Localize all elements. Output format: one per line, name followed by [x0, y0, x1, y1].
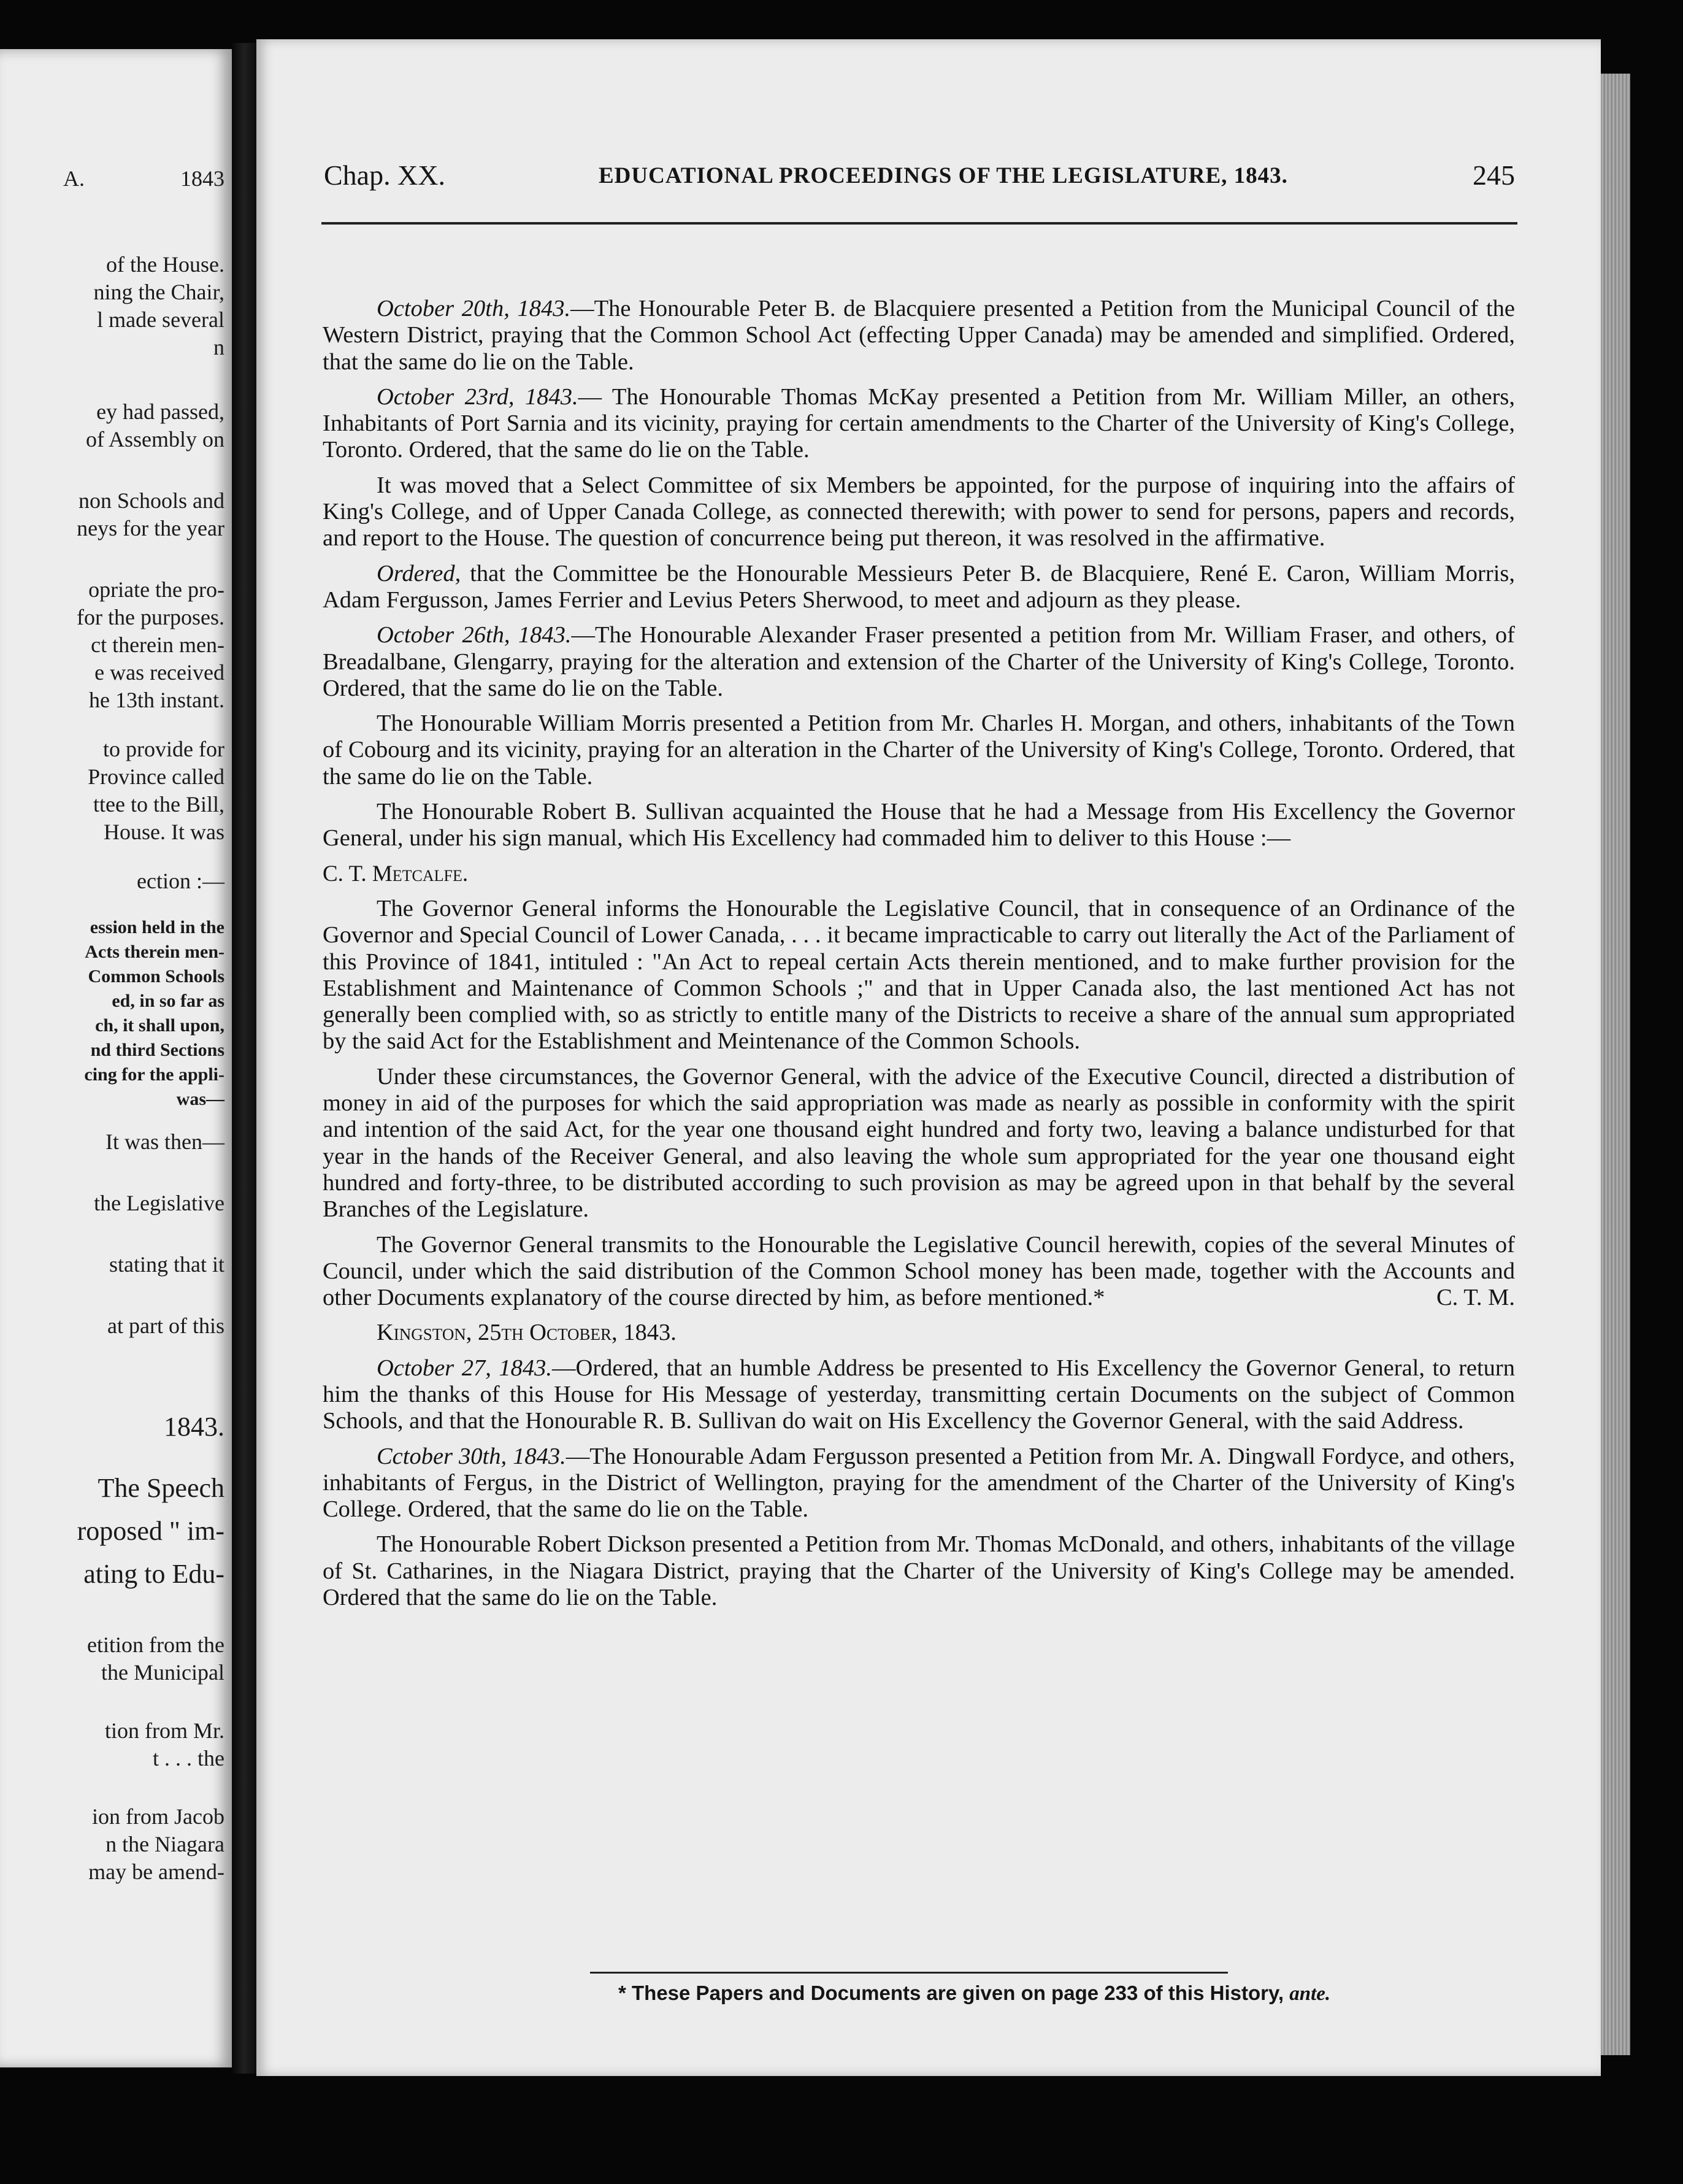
left-page-line: etition from the — [87, 1632, 224, 1657]
left-page-line: e was received — [94, 660, 224, 685]
left-page-line: ed, in so far as — [112, 991, 224, 1011]
paragraph-oct-27: October 27, 1843.—Ordered, that an humble Address be presented to His Excellency the Governor General, to return him the thanks of this House for His Message of yesterday, transmitting certain Documents on the subject of Common Schools, and that the Honourable R. B. Sullivan do wait on His Excellency the Governor General, with the said Address. — [323, 1355, 1515, 1434]
entry-date: October 23rd, 1843. — [377, 383, 578, 410]
left-page-line: ection :— — [137, 869, 224, 893]
paragraph-morris-petition: The Honourable William Morris presented a Petition from Mr. Charles H. Morgan, and others, inhabitants of the Town of Cobourg and its vicinity, praying for an alteration in the Charter of the University of King's College, Toronto. Ordered, that the same do lie on the Table. — [323, 710, 1515, 790]
left-page-line: at part of this — [107, 1313, 224, 1338]
left-page-line: neys for the year — [77, 516, 224, 540]
place-date-line: Kingston, 25th October, 1843. — [377, 1320, 677, 1346]
left-page-line: Acts therein men- — [85, 942, 224, 962]
paragraph-oct-20: October 20th, 1843.—The Honourable Peter B. de Blacquiere presented a Petition from the Municipal Council of the Western District, praying that the Common School Act (effecting Upper Canada) may be amended and simplified. Ordered, that the same do lie on the Table. — [323, 296, 1515, 375]
left-page-line: stating that it — [109, 1252, 224, 1277]
left-page-line: tion from Mr. — [105, 1718, 224, 1743]
left-page-line: of the House. — [106, 252, 224, 277]
left-page-line: It was then— — [105, 1129, 224, 1154]
footnote: * These Papers and Documents are given on page 233 of this History, ante. — [618, 1982, 1331, 2005]
entry-date: October 20th, 1843. — [377, 296, 571, 321]
left-page-line: nd third Sections — [90, 1040, 224, 1060]
initials: C. T. M. — [1436, 1285, 1515, 1311]
page-number: 245 — [1473, 160, 1515, 191]
left-page-line: ct therein men- — [91, 633, 224, 657]
entry-date: October 26th, 1843. — [377, 622, 572, 648]
left-page-line: n the Niagara — [105, 1832, 224, 1856]
running-title: EDUCATIONAL PROCEEDINGS OF THE LEGISLATURE, 1843. — [599, 163, 1288, 188]
left-page-line: non Schools and — [79, 488, 224, 513]
left-page-line: House. It was — [104, 820, 224, 844]
left-page-line: ion from Jacob — [92, 1804, 224, 1829]
paragraph-sullivan-message: The Honourable Robert B. Sullivan acquainted the House that he had a Message from His Excellency the Governor General, under his sign manual, which His Excellency had commaded him to deliver to this House :— — [323, 799, 1515, 852]
left-page-line: ch, it shall upon, — [95, 1015, 224, 1036]
left-page-line: may be amend- — [88, 1859, 224, 1884]
paragraph-circumstances: Under these circumstances, the Governor General, with the advice of the Executive Council, directed a distribution of money in aid of the purposes for which the said appropriation was made as nearly as possible in conformity with the spirit and intention of the said Act, for the year one thousand eight hundred and forty two, leaving a balance undisturbed for that year in the hands of the Receiver General, and also leaving the whole sum appropriated for the year one thousand eight hundred and forty-three, to be distributed according to such provision as may be agreed upon in that behalf by the several Branches of the Legislature. — [323, 1063, 1515, 1223]
paragraph-governor-informs: The Governor General informs the Honourable the Legislative Council, that in consequence of an Ordinance of the Governor and Special Council of Lower Canada, . . . it became impracticable to carry out literally the Act of the Parliament of this Province of 1841, intituled : "An Act to repeal certain Acts therein mentioned, and to make further provision for the Establishment and Maintenance of Common Schools ;" and that in Upper Canada also, the last mentioned Act has not generally been complied with, so as strictly to entitle many of the Districts to receive a share of the annual sum appropriated by the said Act for the Establishment and Meintenance of the Common Schools. — [323, 895, 1515, 1055]
header-rule — [321, 222, 1517, 225]
paragraph-select-committee: It was moved that a Select Committee of six Members be appointed, for the purpose of inquiring into the affairs of King's College, and of Upper Canada College, as connected therewith; with power to send for persons, papers and records, and report to the House. The question of concurrence being put thereon, it was resolved in the affirmative. — [323, 472, 1515, 552]
left-page-line: Common Schools — [88, 966, 224, 986]
left-page-line: for the purposes. — [77, 605, 224, 629]
left-page-line: the Municipal — [101, 1660, 224, 1685]
paragraph-oct-23: October 23rd, 1843.— The Honourable Thomas McKay presented a Petition from Mr. William Miller, an others, Inhabitants of Port Sarnia and its vicinity, praying for certain amendments to the Charter of the University of King's College, Toronto. Ordered, that the same do lie on the Table. — [323, 383, 1516, 463]
left-page-line: Province called — [88, 764, 224, 789]
left-page-line: ession held in the — [90, 917, 224, 937]
left-page-line: 1843 — [180, 166, 224, 191]
paragraph-ordered-committee: Ordered, that the Committee be the Honourable Messieurs Peter B. de Blacquiere, René E. Caron, William Morris, Adam Fergusson, James Ferrier and Levius Peters Sherwood, to meet and adjourn as they please. — [323, 560, 1515, 613]
left-page-line: roposed " im- — [77, 1516, 224, 1546]
left-facing-page — [0, 49, 232, 2067]
left-page-line: opriate the pro- — [88, 577, 224, 602]
paragraph-transmits: The Governor General transmits to the Honourable the Legislative Council herewith, copies of the several Minutes of Council, under which the said distribution of the Common School money has been made, together with the Accounts and other Documents explanatory of the course directed by him, as before mentioned.* C. T. M. — [323, 1231, 1515, 1311]
entry-date: Cctober 30th, 1843. — [377, 1443, 566, 1469]
left-page-line: he 13th instant. — [89, 688, 224, 712]
left-page-line: cing for the appli- — [84, 1064, 224, 1085]
book-page-edges — [1601, 74, 1630, 2055]
right-page — [256, 39, 1601, 2076]
left-page-line: 1843. — [164, 1412, 224, 1442]
chapter-label: Chap. XX. — [324, 160, 446, 191]
paragraph-oct-26: October 26th, 1843.—The Honourable Alexander Fraser presented a petition from Mr. William Fraser, and others, of Breadalbane, Glengarry, praying for the alteration and extension of the Charter of the University of King's College, Toronto. Ordered, that the same do lie on the Table. — [323, 622, 1515, 701]
left-page-line: n — [213, 335, 224, 360]
entry-date: October 27, 1843. — [377, 1355, 553, 1381]
left-page-line: was— — [176, 1089, 224, 1109]
left-page-line: t . . . the — [153, 1746, 224, 1771]
footnote-rule — [590, 1972, 1228, 1974]
left-page-line: of Assembly on — [85, 427, 224, 452]
left-page-line: ning the Chair, — [93, 280, 224, 304]
left-page-line: l made several — [97, 307, 224, 332]
left-page-line: A. — [63, 166, 85, 191]
message-signature: C. T. Metcalfe. — [323, 861, 469, 886]
left-page-line: ey had passed, — [96, 399, 224, 424]
paragraph-dickson-petition: The Honourable Robert Dickson presented a Petition from Mr. Thomas McDonald, and others, inhabitants of the village of St. Catharines, in the Niagara District, praying that the Charter of the University of King's College may be amended. Ordered that the same do lie on the Table. — [323, 1531, 1515, 1611]
left-page-line: ttee to the Bill, — [93, 792, 224, 817]
book-gutter — [232, 43, 256, 2074]
left-page-line: to provide for — [103, 737, 224, 761]
running-header — [324, 159, 1515, 196]
left-page-line: ating to Edu- — [83, 1559, 224, 1589]
paragraph-oct-30: Cctober 30th, 1843.—The Honourable Adam Fergusson presented a Petition from Mr. A. Dingwall Fordyce, and others, inhabitants of Fergus, in the District of Wellington, praying for the amendment of the Charter of the University of King's College. Ordered, that the same do lie on the Table. — [323, 1443, 1515, 1523]
left-page-line: The Speech — [98, 1473, 224, 1503]
left-page-line: the Legislative — [94, 1191, 224, 1215]
body-text — [323, 296, 1515, 1620]
